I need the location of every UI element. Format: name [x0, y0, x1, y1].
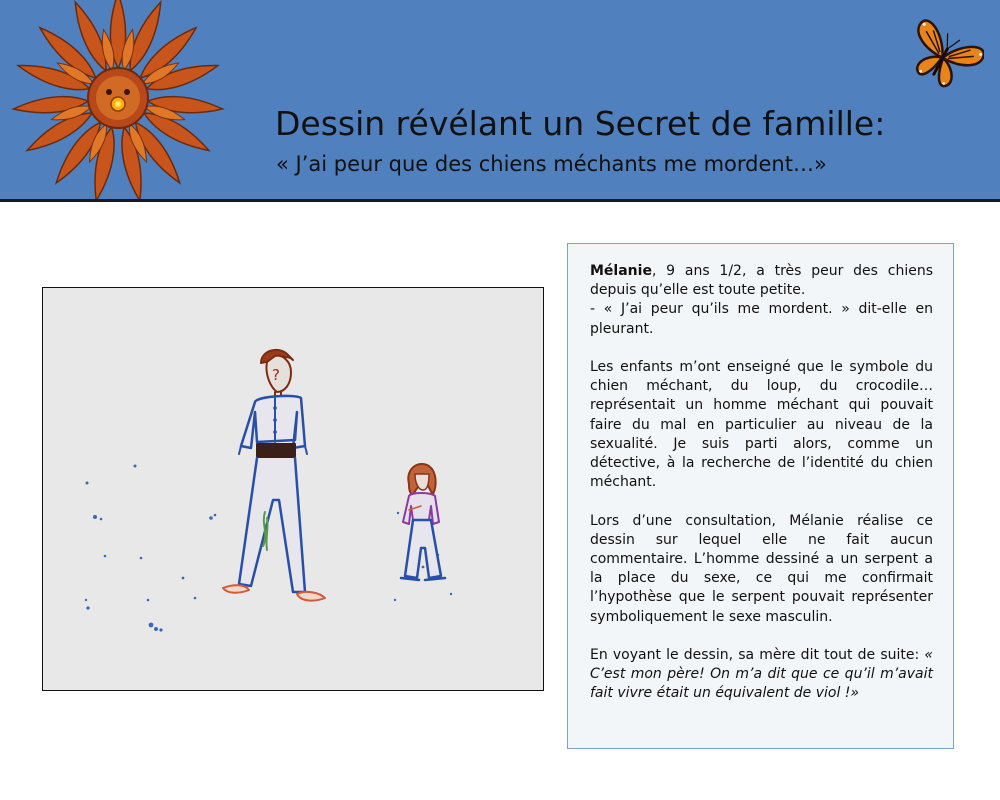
story-text-panel — [567, 243, 954, 749]
page-subtitle: « J’ai peur que des chiens méchants me mordent…» — [276, 152, 827, 176]
child-name: Mélanie — [590, 263, 652, 279]
man-figure — [223, 350, 325, 601]
story-paragraph-2: Les enfants m’ont enseigné que le symbole du chien méchant, du loup, du crocodile… représentait un homme méchant qui pouvait faire du mal en particulier au niveau de la sexualité. Je suis parti alors, comme un détective, à la recherche de l’identité du chien méchant. — [590, 359, 933, 491]
story-paragraph-3: Lors d’une consultation, Mélanie réalise ce dessin sur lequel elle ne fait aucun commentaire. L’homme dessiné a un serpent a la place du sexe, ce qui me confirmait l’hypothèse que le serpent pouvait représenter symboliquement le sexe masculin. — [590, 512, 933, 625]
mother-quote: « C’est mon père! On m’a dit que ce qu’il m’avait fait vivre était un équivalent de viol !» — [590, 647, 933, 702]
header-divider — [0, 199, 1000, 202]
page-title: Dessin révélant un Secret de famille: — [275, 104, 886, 143]
mother-intro: En voyant le dessin, sa mère dit tout de suite: — [590, 647, 925, 664]
child-quote: - « J’ai peur qu’ils me mordent. » dit-elle en pleurant. — [590, 301, 933, 337]
child-drawing — [42, 287, 544, 691]
girl-figure — [401, 464, 445, 580]
sun-icon — [0, 0, 225, 200]
story-paragraph-1 — [590, 262, 933, 339]
child-intro: , 9 ans 1/2, a très peur des chiens depuis qu’elle est toute petite. — [590, 263, 933, 299]
butterfly-icon — [902, 18, 984, 96]
story-paragraph-4 — [590, 646, 933, 704]
figure-question-mark: ? — [272, 366, 280, 384]
child-drawing-illustration — [43, 288, 543, 690]
header-banner — [0, 0, 1000, 199]
